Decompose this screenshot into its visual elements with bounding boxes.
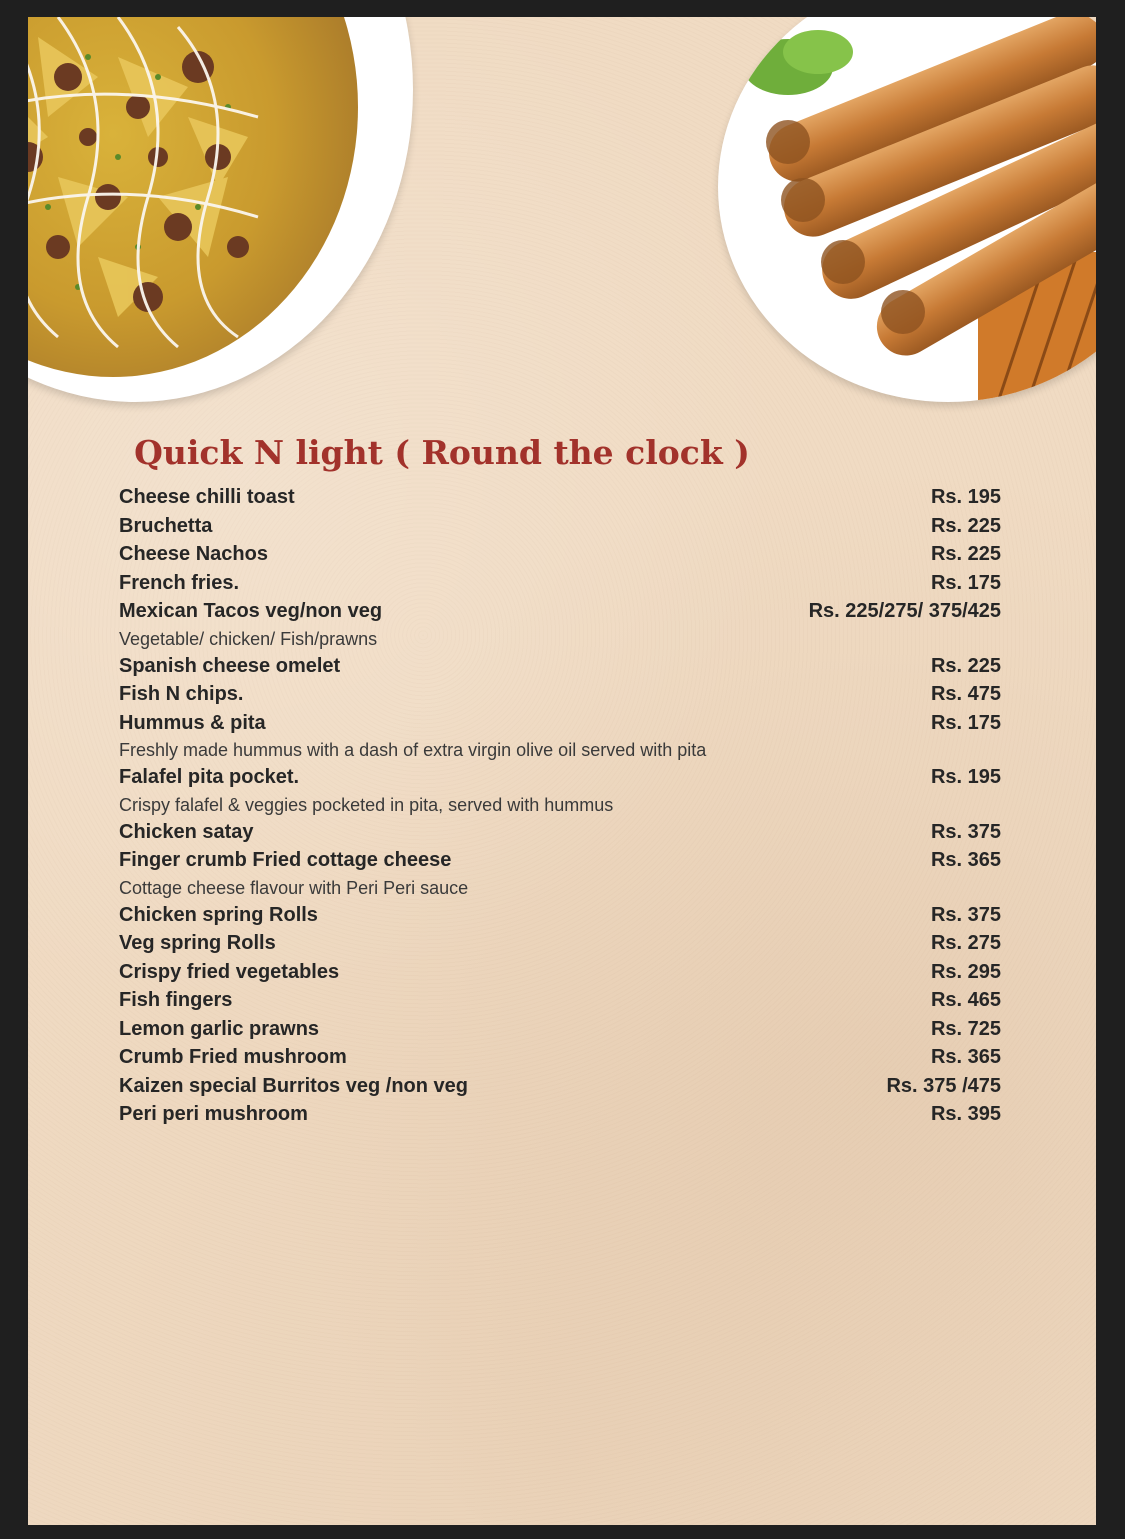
nachos-photo — [28, 17, 413, 402]
menu-item-description: Freshly made hummus with a dash of extra virgin olive oil served with pita — [119, 740, 707, 760]
spring-rolls-photo — [718, 17, 1096, 402]
menu-item-price: Rs. 225 — [930, 543, 1001, 565]
menu-item — [119, 1100, 1001, 1129]
menu-item-name: Kaizen special Burritos veg /non veg — [119, 1074, 468, 1097]
menu-item-name: Peri peri mushroom — [119, 1103, 308, 1125]
menu-item-name: Veg spring Rolls — [119, 932, 276, 954]
menu-item — [119, 652, 1001, 681]
menu-item-name: Chicken satay — [119, 820, 254, 843]
menu-item-price: Rs. 175 — [930, 711, 1001, 734]
menu-title: Quick N light ( Round the clock ) — [134, 433, 750, 472]
menu-item — [119, 958, 1001, 987]
menu-item-price: Rs. 275 — [930, 932, 1001, 954]
menu-item — [119, 1015, 1001, 1044]
menu-item — [119, 680, 1001, 709]
menu-item-name: Cheese Nachos — [119, 543, 268, 565]
menu-item-price: Rs. 195 — [930, 766, 1001, 788]
menu-item-description: Crispy falafel & veggies pocketed in pita, served with hummus — [119, 794, 614, 815]
menu-item-price: Rs. 295 — [930, 960, 1001, 983]
menu-item-description: Cottage cheese flavour with Peri Peri sauce — [119, 877, 469, 898]
menu-page — [28, 17, 1096, 1525]
menu-item-name: Cheese chilli toast — [119, 486, 295, 508]
menu-item-name: Crispy fried vegetables — [119, 960, 340, 983]
menu-item-name: Mexican Tacos veg/non veg — [119, 600, 383, 622]
menu-item-price: Rs. 225 — [930, 654, 1001, 677]
menu-list — [119, 483, 1001, 1129]
menu-item-price: Rs. 375 — [930, 903, 1001, 926]
menu-item — [119, 569, 1001, 598]
menu-item — [119, 846, 1001, 875]
menu-item — [119, 818, 1001, 847]
menu-item — [119, 986, 1001, 1015]
menu-item — [119, 709, 1001, 738]
menu-item-name: Spanish cheese omelet — [119, 654, 341, 677]
menu-item-name: Bruchetta — [119, 514, 213, 537]
menu-item — [119, 597, 1001, 626]
menu-item-price: Rs. 465 — [930, 989, 1001, 1011]
menu-item — [119, 1043, 1001, 1072]
menu-item-name: Finger crumb Fried cottage cheese — [119, 849, 452, 871]
menu-item-description: Vegetable/ chicken/ Fish/prawns — [119, 628, 378, 649]
menu-item — [119, 929, 1001, 958]
menu-item — [119, 901, 1001, 930]
menu-item — [119, 483, 1001, 512]
menu-item-name: Falafel pita pocket. — [119, 766, 300, 788]
menu-item-name: Hummus & pita — [119, 711, 266, 734]
menu-item-name: French fries. — [119, 571, 240, 594]
menu-item — [119, 763, 1001, 792]
menu-item-price: Rs. 475 — [930, 683, 1001, 705]
menu-item-price: Rs. 365 — [930, 1046, 1001, 1068]
menu-item-price: Rs. 175 — [930, 571, 1001, 594]
menu-item — [119, 512, 1001, 541]
menu-item-name: Crumb Fried mushroom — [119, 1046, 347, 1068]
menu-item-price: Rs. 375 — [930, 820, 1001, 843]
menu-item — [119, 1072, 1001, 1101]
menu-item-price: Rs. 375 /475 — [886, 1074, 1001, 1097]
menu-item — [119, 540, 1001, 569]
menu-item-price: Rs. 725 — [930, 1017, 1001, 1040]
menu-item-name: Lemon garlic prawns — [119, 1017, 320, 1040]
menu-item-name: Chicken spring Rolls — [119, 903, 318, 926]
menu-item-price: Rs. 225 — [930, 514, 1001, 537]
menu-item-price: Rs. 395 — [930, 1103, 1001, 1125]
menu-item-price: Rs. 195 — [930, 486, 1001, 508]
menu-item-name: Fish N chips. — [119, 683, 244, 705]
menu-item-name: Fish fingers — [119, 989, 233, 1011]
menu-item-price: Rs. 365 — [930, 849, 1001, 871]
menu-item-price: Rs. 225/275/ 375/425 — [808, 600, 1001, 622]
